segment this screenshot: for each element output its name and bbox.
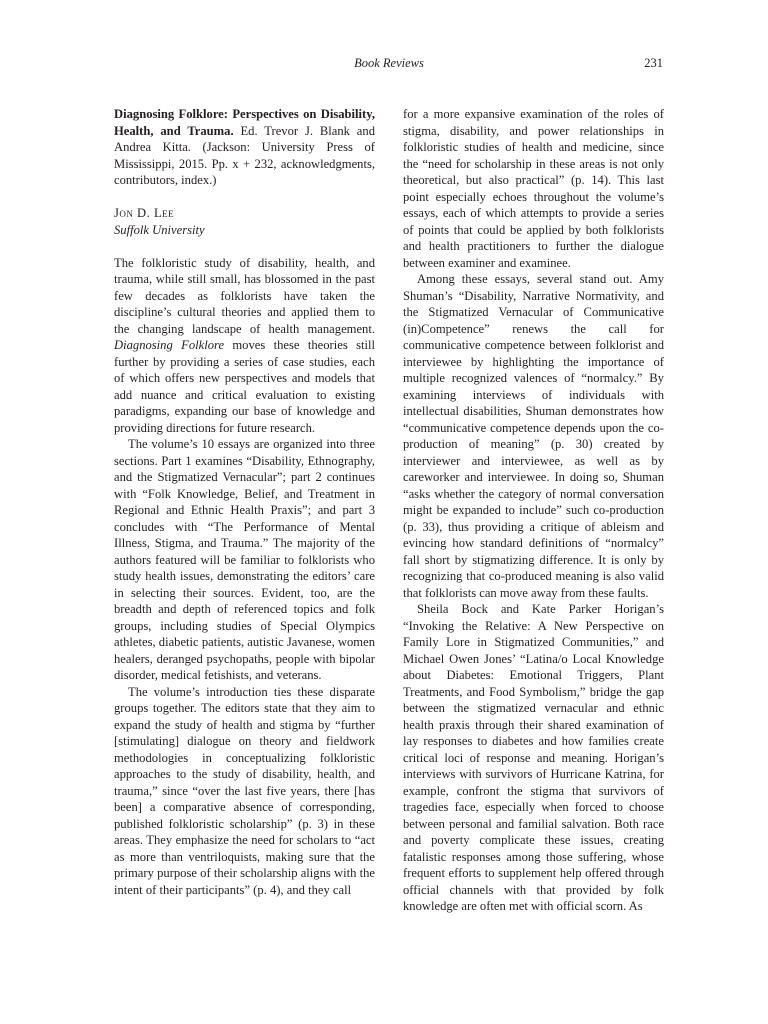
reviewer-name: Jon D. Lee	[114, 206, 175, 220]
body-paragraph-3-continued: for a more expansive examination of the roles of stigma, disability, and power relationships in folkloristic studies of health and medicine, since the “need for scholarship in these areas is not only theoretical, but also practical” (p. 14). This last point especially echoes throughout the volume’s essays, each of which attempts to provide a series of points that could be applied by both folklorists and health practitioners to further the dialogue between examiner and examinee.	[403, 107, 664, 270]
body-paragraph-4: Among these essays, several stand out. Amy Shuman’s “Disability, Narrative Normativity, and the Stigmatized Vernacular of Communicative (in)Competence” renews the call for communicative competence between folklorist and interviewee by highlighting the importance of multiple recognized valences of “normalcy.” By examining interviews of individuals with intellectual disabilities, Shuman demonstrates how “communicative competence depends upon the co-production of meaning” (p. 30) created by interviewer and interviewee, as well as by careworker and interviewee. In doing so, Shuman “asks whether the category of normal conversation might be expanded to include” such co-production (p. 33), thus providing a critique of ableism and evincing how standard definitions of “normalcy” fall short by stigmatizing difference. It is only by recognizing that co-produced meaning is also valid that folklorists can move away from these faults.	[403, 272, 664, 600]
page-number: 231	[644, 56, 663, 70]
book-title-inline: Diagnosing Folklore	[114, 338, 225, 352]
reviewer-affiliation: Suffolk University	[114, 222, 205, 237]
body-paragraph-2: The volume’s 10 essays are organized into three sections. Part 1 examines “Disability, Ethnography, and the Stigmatized Vernacular”; part 2 continues with “Folk Knowledge, Belief, and Treatment in Regional and Ethnic Health Praxis”; and part 3 concludes with “The Performance of Mental Illness, Stigma, and Trauma.” The majority of the authors featured will be familiar to folklorists who study health issues, demonstrating the editors’ care in selecting their sources. Evident, too, are the breadth and depth of referenced topics and folk groups, including studies of Special Olympics athletes, diabetic patients, autistic Javanese, women healers, deranged psychopaths, people with bipolar disorder, medical fetishists, and veterans.	[114, 437, 375, 682]
body-paragraph-5: Sheila Bock and Kate Parker Horigan’s “Invoking the Relative: A New Perspective on Family Lore in Stigmatized Communities,” and Michael Owen Jones’ “Latina/o Local Knowledge about Diabetes: Emotional Triggers, Plant Treatments, and Food Symbolism,” bridge the gap between the stigmatized vernacular and ethnic health praxis through their shared examination of lay responses to diabetes and how families create critical loci of response and meaning. Horigan’s interviews with survivors of Hurricane Katrina, for example, confront the stigma that survivors of tragedies face, especially when forced to choose between personal and familial salvation. Both race and poverty complicate these issues, creating fatalistic responses among those suffering, whose frequent efforts to supplement help offered through official channels with that provided by folk knowledge are often met with official scorn. As	[403, 602, 664, 913]
left-column	[114, 106, 375, 898]
book-publication-details: Ed. Trevor J. Blank and Andrea Kitta. (Jackson: University Press of Mississippi, 2015. Pp. x + 232, acknowledgments, contributors, index.)	[114, 123, 375, 187]
running-title: Book Reviews	[354, 56, 424, 70]
right-column	[403, 106, 664, 915]
book-citation	[114, 106, 375, 189]
running-head	[0, 56, 768, 74]
body-paragraph-1: The folkloristic study of disability, health, and trauma, while still small, has blossomed in the past few decades as folklorists have taken the discipline’s cultural theories and applied them to the changing landscape of health management. Diagnosing Folklore moves these theories still further by providing a series of case studies, each of which offers new perspectives and models that add nuance and critical evaluation to existing paradigms, expanding our base of knowledge and providing directions for future research.	[114, 255, 375, 435]
body-paragraph-3: The volume’s introduction ties these disparate groups together. The editors state that they aim to expand the study of health and stigma by “further [stimulating] dialogue on theory and fieldwork methodologies in conceptualizing folkloristic approaches to the study of disability, health, and trauma,” since “over the last five years, there [has been] a comparative absence of corresponding, published folkloristic scholarship” (p. 3) in these areas. They emphasize the need for scholars to “act as more than ventriloquists, making sure that the primary purpose of their scholarship aligns with the intent of their participants” (p. 4), and they call	[114, 684, 375, 897]
book-title: Diagnosing Folklore: Perspectives on Disability, Health, and Trauma.	[114, 107, 375, 138]
